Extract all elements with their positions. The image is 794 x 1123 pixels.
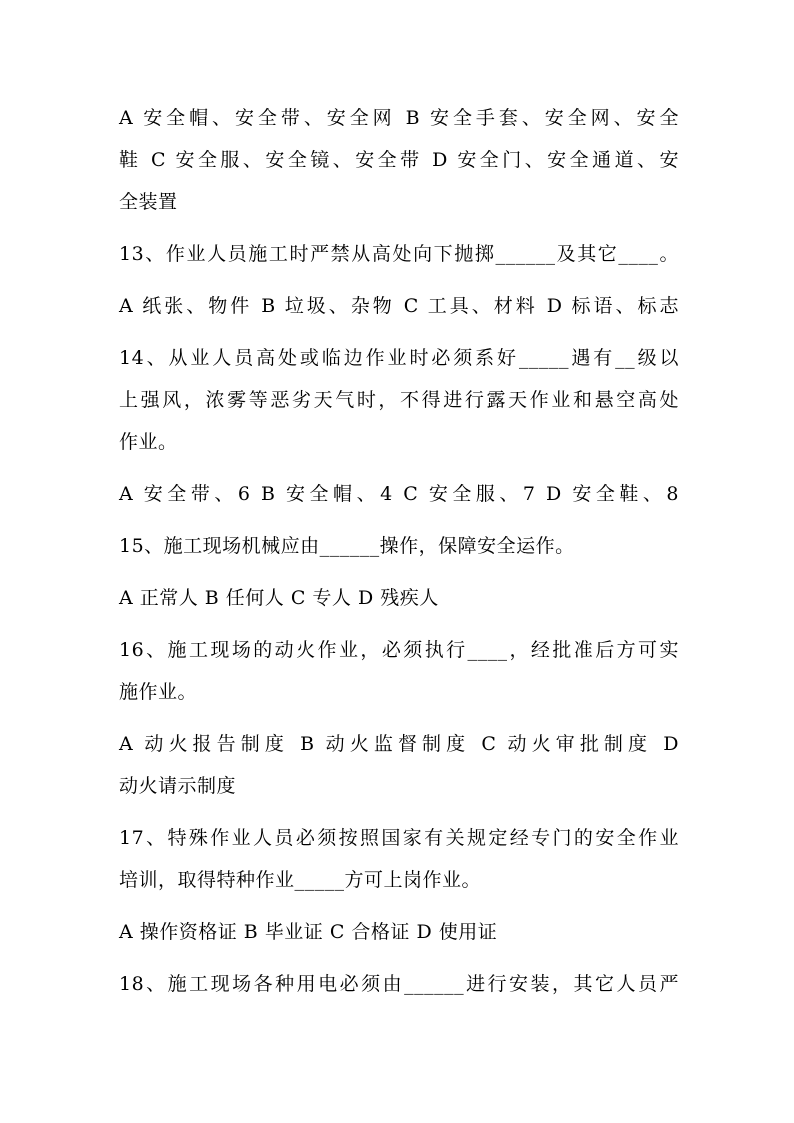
options-14: A 安全带、6 B 安全帽、4 C 安全服、7 D 安全鞋、8	[119, 483, 679, 505]
option-line-q12-1: A 安全帽、安全带、安全网 B 安全手套、安全网、安全	[119, 107, 679, 129]
options-15: A 正常人 B 任何人 C 专人 D 残疾人	[119, 587, 439, 609]
question-14-line-2: 上强风，浓雾等恶劣天气时，不得进行露天作业和悬空高处	[119, 389, 679, 411]
question-16-line-1: 16、施工现场的动火作业，必须执行____，经批准后方可实	[119, 639, 679, 661]
question-15: 15、施工现场机械应由______操作，保障安全运作。	[119, 535, 575, 557]
option-line-q12-2: 鞋 C 安全服、安全镜、安全带 D 安全门、安全通道、安	[119, 149, 679, 171]
question-18-line-1: 18、施工现场各种用电必须由______进行安装，其它人员严	[119, 973, 679, 995]
question-16-line-2: 施作业。	[119, 681, 198, 703]
options-17: A 操作资格证 B 毕业证 C 合格证 D 使用证	[119, 921, 498, 943]
question-14-line-3: 作业。	[119, 431, 178, 453]
question-14-line-1: 14、从业人员高处或临边作业时必须系好_____遇有__级以	[119, 347, 679, 369]
question-13: 13、作业人员施工时严禁从高处向下抛掷______及其它____。	[119, 243, 679, 265]
options-13: A 纸张、物件 B 垃圾、杂物 C 工具、材料 D 标语、标志	[119, 295, 679, 317]
question-17-line-1: 17、特殊作业人员必须按照国家有关规定经专门的安全作业	[119, 827, 679, 849]
options-16-line-1: A 动火报告制度 B 动火监督制度 C 动火审批制度 D	[119, 733, 679, 755]
question-17-line-2: 培训，取得特种作业_____方可上岗作业。	[119, 869, 482, 891]
options-16-line-2: 动火请示制度	[119, 775, 237, 797]
option-line-q12-3: 全装置	[119, 191, 178, 213]
